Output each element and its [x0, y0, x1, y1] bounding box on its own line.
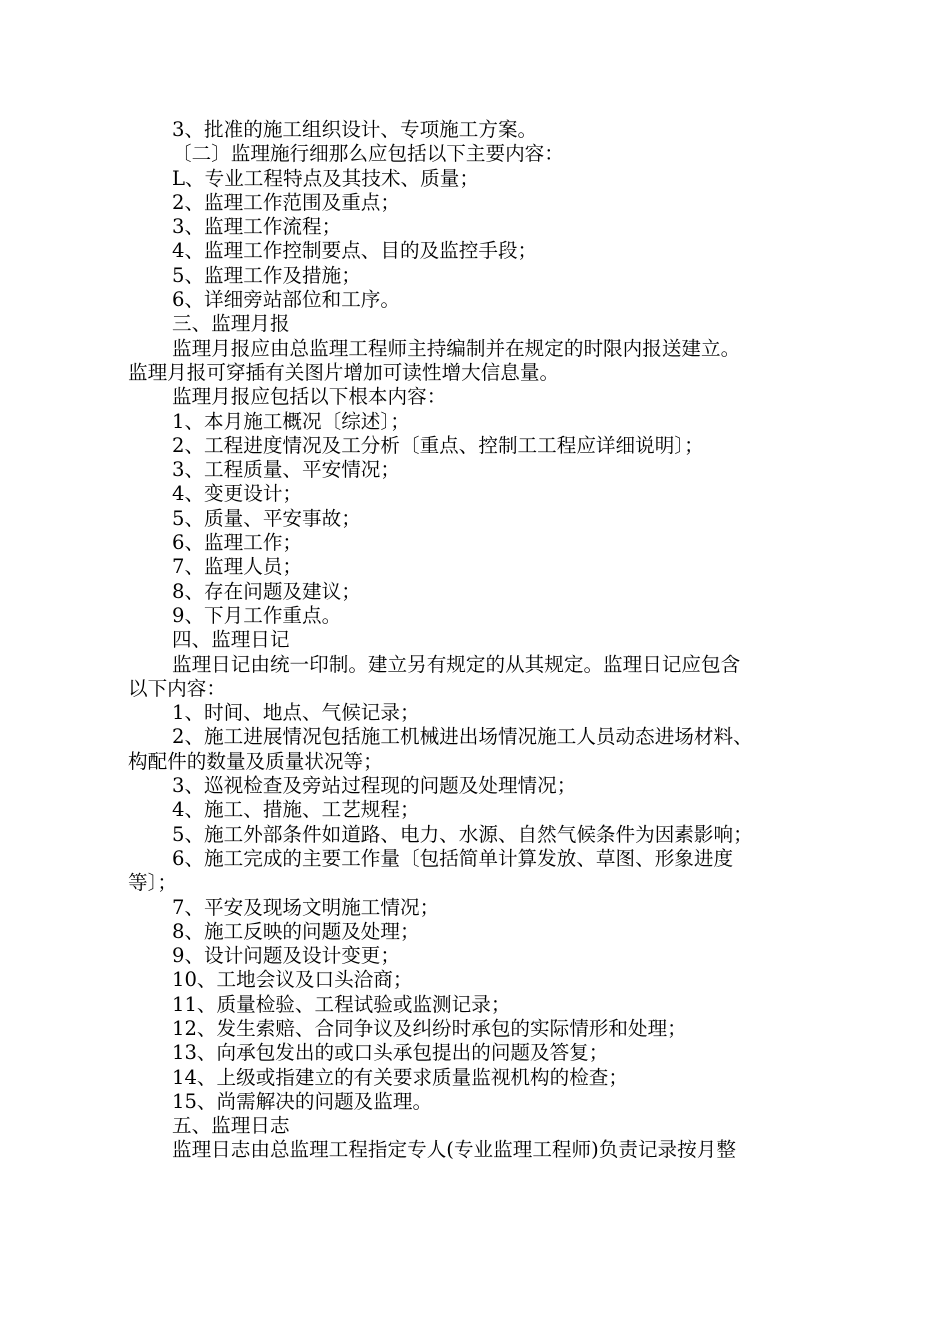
text-line: 监理月报应由总监理工程师主持编制并在规定的时限内报送建立。	[172, 336, 741, 360]
text-line: 11、质量检验、工程试验或监测记录；	[172, 992, 511, 1016]
text-line: 14、上级或指建立的有关要求质量监视机构的检查；	[172, 1065, 628, 1089]
text-line: 5、监理工作及措施；	[172, 263, 361, 287]
text-line: 3、批准的施工组织设计、专项施工方案。	[172, 118, 538, 141]
text-line: 3、工程质量、平安情况；	[172, 458, 400, 482]
text-line: 7、平安及现场文明施工情况；	[172, 895, 440, 919]
text-line: 2、工程进度情况及工分析〔重点、控制工工程应详细说明〕；	[172, 433, 704, 457]
text-line: 1、时间、地点、气候记录；	[172, 701, 420, 725]
text-line: 4、监理工作控制要点、目的及监控手段；	[172, 239, 538, 263]
text-line: 构配件的数量及质量状况等；	[128, 749, 383, 773]
text-line: 1、本月施工概况〔综述〕；	[172, 409, 410, 433]
text-line: 10、工地会议及口头洽商；	[172, 968, 413, 992]
text-line: 12、发生索赔、合同争议及纠纷时承包的实际情形和处理；	[172, 1016, 687, 1040]
text-line: 2、施工进展情况包括施工机械进出场情况施工人员动态进场材料、	[172, 725, 753, 749]
text-line: 8、存在问题及建议；	[172, 579, 361, 603]
text-line: 以下内容：	[128, 676, 226, 700]
text-line: 7、监理人员；	[172, 555, 303, 579]
text-line: 6、施工完成的主要工作量〔包括简单计算发放、草图、形象进度	[172, 846, 734, 870]
text-line: 4、施工、措施、工艺规程；	[172, 798, 420, 822]
text-line: 9、下月工作重点。	[172, 603, 342, 627]
text-line: 9、设计问题及设计变更；	[172, 944, 400, 968]
text-line: 监理日志由总监理工程指定专人(专业监理工程师)负责记录按月整	[172, 1138, 736, 1162]
text-line: 5、质量、平安事故；	[172, 506, 361, 530]
text-line: 4、变更设计；	[172, 482, 303, 506]
text-line: 5、施工外部条件如道路、电力、水源、自然气候条件为因素影响；	[172, 822, 753, 846]
text-line: 6、详细旁站部位和工序。	[172, 288, 400, 312]
document-body	[128, 118, 836, 1163]
text-line: 15、尚需解决的问题及监理。	[172, 1089, 433, 1113]
text-line: 3、巡视检查及旁站过程现的问题及处理情况；	[172, 774, 577, 798]
text-line: 等〕；	[128, 871, 177, 895]
text-line: 监理月报可穿插有关图片增加可读性增大信息量。	[128, 360, 560, 384]
text-line: 〔二〕监理施行细那么应包括以下主要内容：	[172, 142, 564, 166]
text-line: 监理月报应包括以下根本内容：	[172, 385, 447, 409]
text-line: 监理日记由统一印制。建立另有规定的从其规定。监理日记应包含	[172, 652, 741, 676]
text-line: 13、向承包发出的或口头承包提出的问题及答复；	[172, 1041, 609, 1065]
text-line: 8、施工反映的问题及处理；	[172, 919, 420, 943]
text-line: L、专业工程特点及其技术、质量；	[172, 166, 479, 190]
section-heading: 三、监理月报	[172, 312, 290, 336]
text-line: 2、监理工作范围及重点；	[172, 190, 400, 214]
text-line: 3、监理工作流程；	[172, 215, 342, 239]
section-heading: 四、监理日记	[172, 628, 290, 652]
section-heading: 五、监理日志	[172, 1114, 290, 1138]
text-line: 6、监理工作；	[172, 531, 303, 555]
